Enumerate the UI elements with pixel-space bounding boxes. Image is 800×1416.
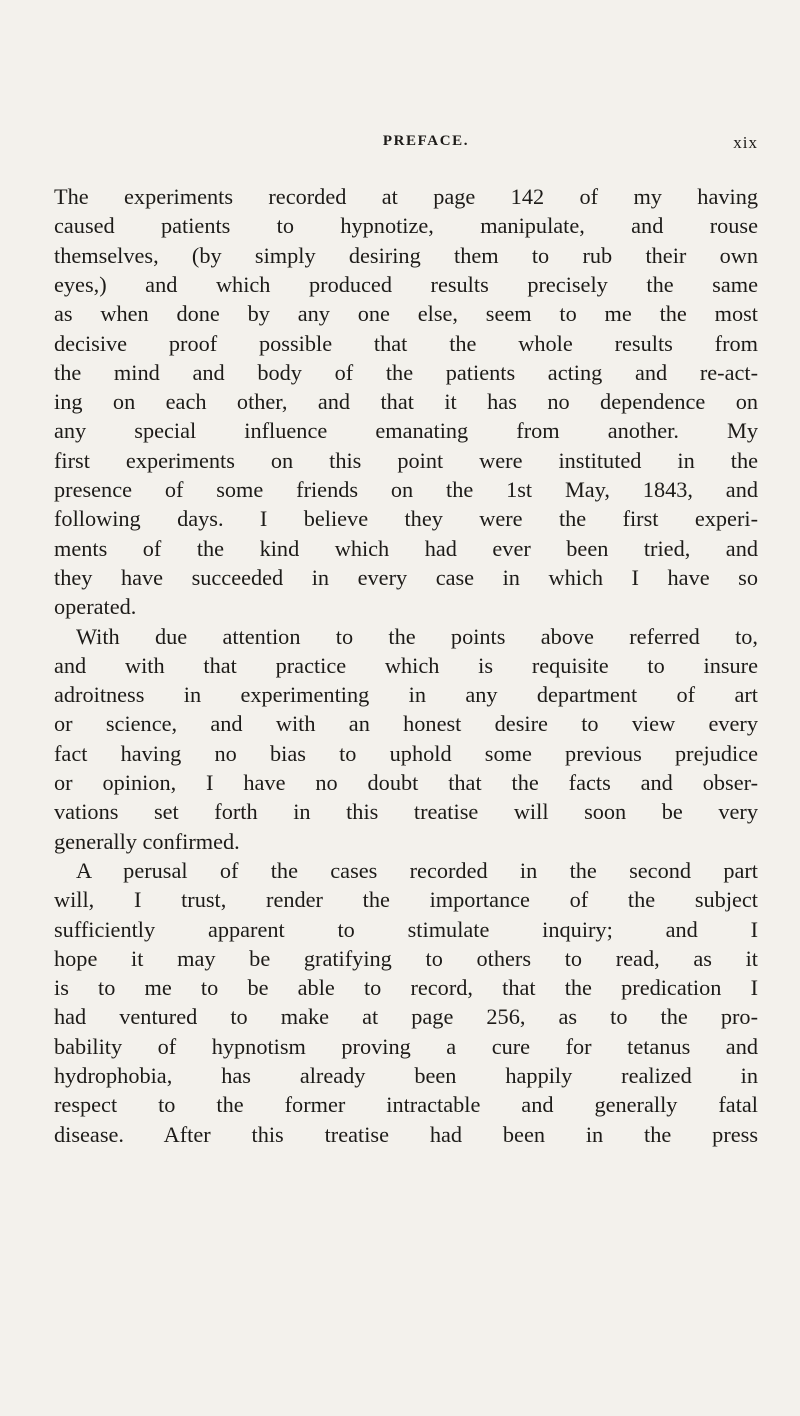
- text-line: themselves, (by simply desiring them to rub their own: [54, 242, 758, 268]
- text-line: any special influence emanating from another. My: [54, 418, 758, 444]
- text-line: had ventured to make at page 256, as to the pro-: [54, 1004, 758, 1030]
- text-line: or opinion, I have no doubt that the facts and obser-: [54, 770, 758, 795]
- text-line: hydrophobia, has already been happily realized in: [54, 1063, 758, 1088]
- text-line: operated.: [54, 594, 137, 620]
- text-line: respect to the former intractable and generally fatal: [54, 1092, 758, 1118]
- text-line: eyes,) and which produced results precisely the same: [54, 271, 758, 297]
- text-line: will, I trust, render the importance of the subject: [54, 887, 758, 913]
- text-line: the mind and body of the patients acting and re-act-: [54, 359, 758, 385]
- text-line: fact having no bias to uphold some previous prejudice: [54, 740, 758, 766]
- text-line: A perusal of the cases recorded in the second part: [76, 857, 758, 883]
- text-line: they have succeeded in every case in which I have so: [54, 564, 758, 590]
- text-line: and with that practice which is requisite to insure: [54, 652, 758, 678]
- text-line: vations set forth in this treatise will soon be very: [54, 799, 758, 825]
- page-number: xix: [733, 133, 758, 152]
- page-header: [54, 133, 758, 161]
- text-line: caused patients to hypnotize, manipulate, and rouse: [54, 213, 758, 239]
- text-line: adroitness in experimenting in any department of art: [54, 682, 758, 708]
- text-line: or science, and with an honest desire to view every: [54, 711, 758, 737]
- text-line: first experiments on this point were instituted in the: [54, 447, 758, 473]
- text-line: ing on each other, and that it has no dependence on: [54, 389, 758, 415]
- text-line: ments of the kind which had ever been tried, and: [54, 535, 758, 561]
- text-line: as when done by any one else, seem to me the most: [54, 301, 758, 327]
- text-line: decisive proof possible that the whole results from: [54, 330, 758, 356]
- text-line: hope it may be gratifying to others to read, as it: [54, 945, 758, 971]
- running-head: PREFACE.: [382, 133, 470, 149]
- text-line: disease. After this treatise had been in the press: [54, 1121, 758, 1147]
- text-line: presence of some friends on the 1st May, 1843, and: [54, 477, 758, 502]
- text-line: The experiments recorded at page 142 of my having: [54, 184, 758, 209]
- text-line: following days. I believe they were the first experi-: [54, 506, 758, 532]
- text-line: is to me to be able to record, that the predication I: [54, 975, 758, 1001]
- text-line: generally confirmed.: [54, 828, 240, 854]
- text-line: bability of hypnotism proving a cure for tetanus and: [54, 1033, 758, 1059]
- text-line: With due attention to the points above referred to,: [76, 623, 758, 649]
- text-line: sufficiently apparent to stimulate inquiry; and I: [54, 916, 758, 942]
